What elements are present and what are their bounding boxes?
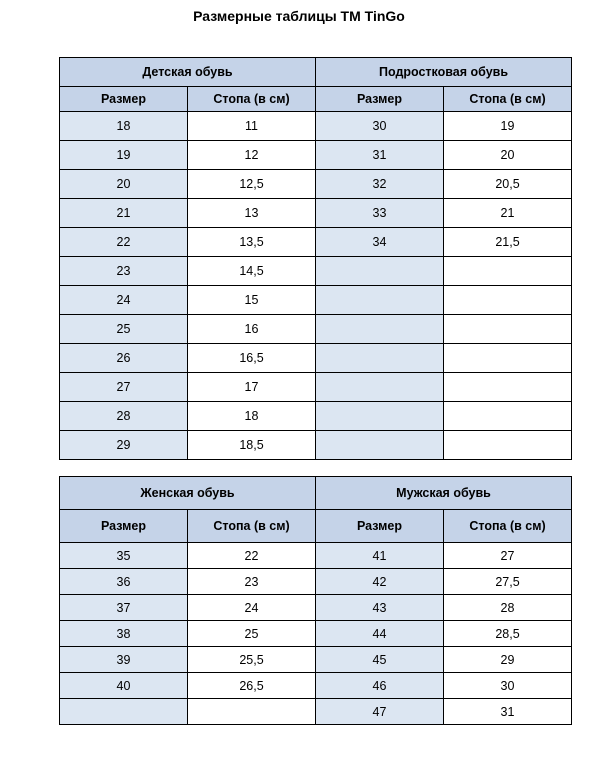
size-cell: 38	[60, 621, 188, 647]
size-cell: 33	[316, 199, 444, 228]
foot-length-cell: 22	[188, 543, 316, 569]
size-cell	[316, 431, 444, 460]
category-row	[60, 477, 572, 510]
size-cell: 37	[60, 595, 188, 621]
size-cell: 27	[60, 373, 188, 402]
table-row	[60, 543, 572, 569]
table-row	[60, 673, 572, 699]
foot-length-cell	[444, 286, 572, 315]
foot-length-cell: 11	[188, 112, 316, 141]
foot-length-cell	[444, 431, 572, 460]
foot-length-cell	[444, 373, 572, 402]
foot-length-cell	[188, 699, 316, 725]
table-row	[60, 569, 572, 595]
size-cell: 31	[316, 141, 444, 170]
column-header-foot: Стопа (в см)	[188, 87, 316, 112]
size-cell: 30	[316, 112, 444, 141]
foot-length-cell: 16	[188, 315, 316, 344]
table-row	[60, 199, 572, 228]
size-cell	[316, 315, 444, 344]
category-row	[60, 58, 572, 87]
category-title: Детская обувь	[60, 58, 316, 87]
foot-length-cell: 25	[188, 621, 316, 647]
size-cell: 20	[60, 170, 188, 199]
size-cell: 22	[60, 228, 188, 257]
size-cell: 42	[316, 569, 444, 595]
foot-length-cell	[444, 344, 572, 373]
table-row	[60, 647, 572, 673]
size-cell	[316, 373, 444, 402]
table-row	[60, 315, 572, 344]
foot-length-cell: 24	[188, 595, 316, 621]
size-cell: 36	[60, 569, 188, 595]
foot-length-cell: 18,5	[188, 431, 316, 460]
foot-length-cell: 29	[444, 647, 572, 673]
size-cell: 41	[316, 543, 444, 569]
foot-length-cell: 14,5	[188, 257, 316, 286]
table-row	[60, 621, 572, 647]
foot-length-cell	[444, 315, 572, 344]
size-cell: 40	[60, 673, 188, 699]
table-row	[60, 257, 572, 286]
foot-length-cell: 20	[444, 141, 572, 170]
size-cell	[316, 257, 444, 286]
column-header-size: Размер	[316, 87, 444, 112]
column-header-foot: Стопа (в см)	[444, 510, 572, 543]
header-row	[60, 510, 572, 543]
size-table-kids-teens	[59, 57, 572, 460]
size-table-women-men	[59, 476, 572, 725]
foot-length-cell: 26,5	[188, 673, 316, 699]
size-cell: 44	[316, 621, 444, 647]
category-title: Женская обувь	[60, 477, 316, 510]
foot-length-cell	[444, 402, 572, 431]
column-header-size: Размер	[60, 87, 188, 112]
size-cell: 39	[60, 647, 188, 673]
header-row	[60, 87, 572, 112]
foot-length-cell: 16,5	[188, 344, 316, 373]
page-title: Размерные таблицы ТМ TinGo	[193, 8, 405, 24]
foot-length-cell: 12	[188, 141, 316, 170]
table-row	[60, 170, 572, 199]
foot-length-cell	[444, 257, 572, 286]
size-cell: 26	[60, 344, 188, 373]
table-row	[60, 141, 572, 170]
table-row	[60, 286, 572, 315]
size-cell: 43	[316, 595, 444, 621]
foot-length-cell: 21,5	[444, 228, 572, 257]
column-header-foot: Стопа (в см)	[188, 510, 316, 543]
size-cell: 25	[60, 315, 188, 344]
foot-length-cell: 12,5	[188, 170, 316, 199]
table-row	[60, 228, 572, 257]
foot-length-cell: 30	[444, 673, 572, 699]
table-row	[60, 431, 572, 460]
foot-length-cell: 15	[188, 286, 316, 315]
foot-length-cell: 28,5	[444, 621, 572, 647]
size-cell: 21	[60, 199, 188, 228]
size-cell	[316, 402, 444, 431]
size-cell: 24	[60, 286, 188, 315]
size-cell: 28	[60, 402, 188, 431]
size-cell: 47	[316, 699, 444, 725]
category-title: Мужская обувь	[316, 477, 572, 510]
size-cell: 45	[316, 647, 444, 673]
table-row	[60, 112, 572, 141]
table-row	[60, 344, 572, 373]
foot-length-cell: 31	[444, 699, 572, 725]
size-cell	[316, 344, 444, 373]
column-header-size: Размер	[60, 510, 188, 543]
size-cell: 19	[60, 141, 188, 170]
foot-length-cell: 17	[188, 373, 316, 402]
size-cell: 34	[316, 228, 444, 257]
foot-length-cell: 27	[444, 543, 572, 569]
foot-length-cell: 25,5	[188, 647, 316, 673]
column-header-size: Размер	[316, 510, 444, 543]
foot-length-cell: 13	[188, 199, 316, 228]
size-cell: 23	[60, 257, 188, 286]
size-cell: 35	[60, 543, 188, 569]
size-cell	[316, 286, 444, 315]
size-cell	[60, 699, 188, 725]
foot-length-cell: 23	[188, 569, 316, 595]
foot-length-cell: 21	[444, 199, 572, 228]
foot-length-cell: 28	[444, 595, 572, 621]
foot-length-cell: 20,5	[444, 170, 572, 199]
foot-length-cell: 18	[188, 402, 316, 431]
table-row	[60, 402, 572, 431]
category-title: Подростковая обувь	[316, 58, 572, 87]
size-cell: 29	[60, 431, 188, 460]
table-row	[60, 699, 572, 725]
size-cell: 32	[316, 170, 444, 199]
foot-length-cell: 19	[444, 112, 572, 141]
table-row	[60, 595, 572, 621]
table-row	[60, 373, 572, 402]
foot-length-cell: 13,5	[188, 228, 316, 257]
size-cell: 18	[60, 112, 188, 141]
column-header-foot: Стопа (в см)	[444, 87, 572, 112]
foot-length-cell: 27,5	[444, 569, 572, 595]
size-cell: 46	[316, 673, 444, 699]
